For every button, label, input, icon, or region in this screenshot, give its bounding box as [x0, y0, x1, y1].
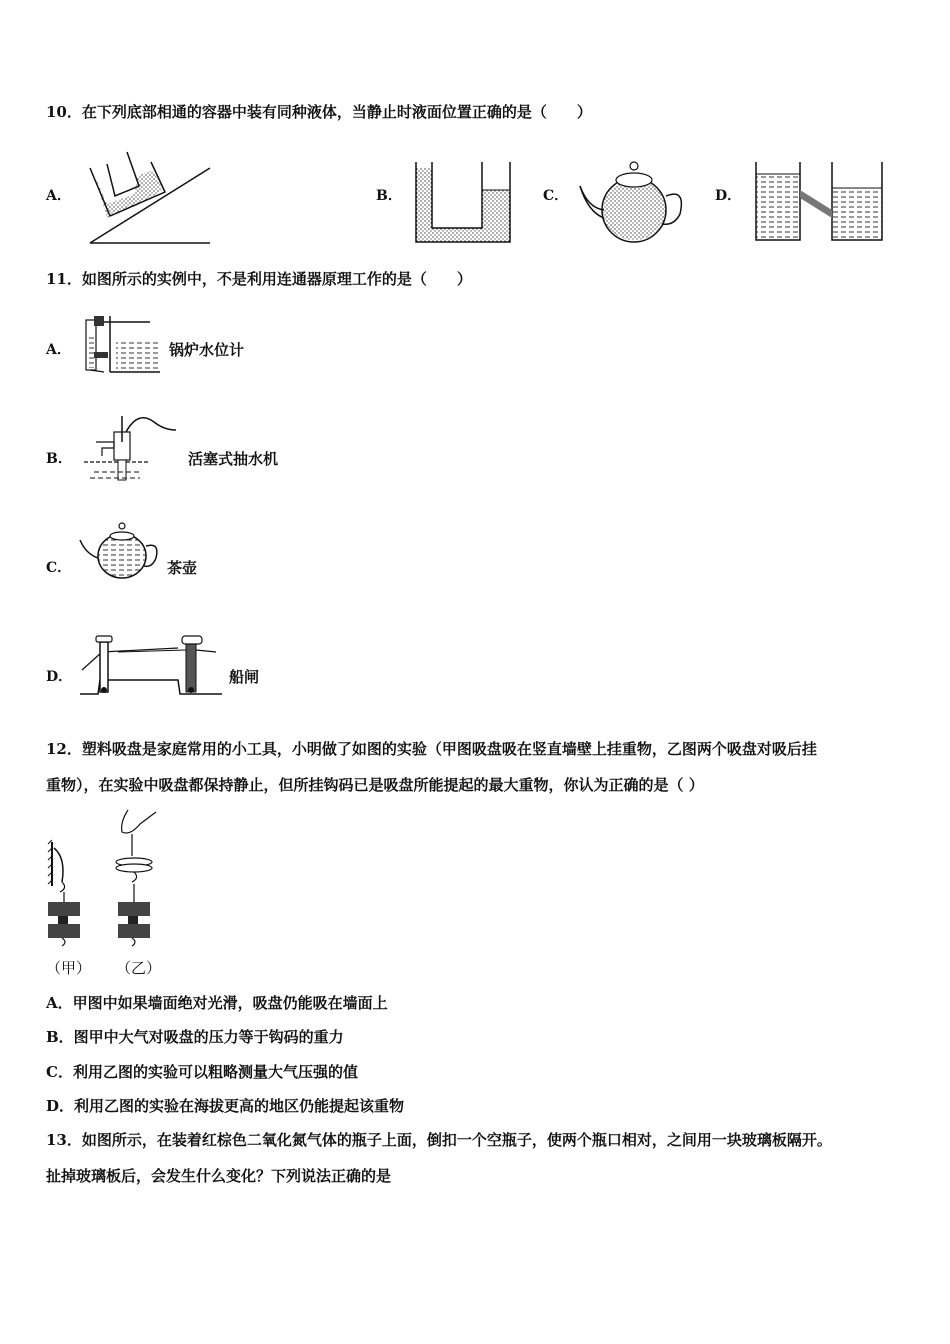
q10-figure-c-teapot — [574, 152, 694, 248]
q11-figure-c-teapot — [78, 518, 162, 584]
q10-figure-b-u-tube — [412, 160, 516, 248]
q11-caption-c: 茶壶 — [167, 559, 198, 577]
q13-stem-line2: 扯掉玻璃板后，会发生什么变化？下列说法正确的是 — [46, 1167, 392, 1185]
q12-option-b: B．图甲中大气对吸盘的压力等于钩码的重力 — [46, 1028, 344, 1046]
q12-stem-line1: 12．塑料吸盘是家庭常用的小工具，小明做了如图的实验（甲图吸盘吸在竖直墙壁上挂重物，乙图两个吸盘对吸后挂 — [46, 740, 817, 758]
q10-figure-d-two-tanks — [752, 160, 888, 244]
q11-caption-b: 活塞式抽水机 — [188, 450, 279, 468]
q10-option-a-label: A． — [46, 188, 71, 204]
q11-caption-a: 锅炉水位计 — [169, 341, 245, 359]
q11-option-d-label: D． — [46, 669, 73, 685]
q12-stem-line2: 重物），在实验中吸盘都保持静止，但所挂钩码已是吸盘所能提起的最大重物，你认为正确的是（ ） — [46, 776, 704, 794]
q12-option-a: A．甲图中如果墙面绝对光滑，吸盘仍能吸在墙面上 — [46, 994, 388, 1012]
q12-option-c: C．利用乙图的实验可以粗略测量大气压强的值 — [46, 1063, 358, 1081]
q10-option-b-label: B． — [376, 188, 402, 204]
q10-option-c-label: C． — [543, 188, 569, 204]
q11-figure-b-piston-pump — [80, 412, 180, 484]
q13-stem-line1: 13．如图所示，在装着红棕色二氧化氮气体的瓶子上面，倒扣一个空瓶子，使两个瓶口相对，之间用一块玻璃板隔开。 — [46, 1131, 832, 1149]
q12-option-d: D．利用乙图的实验在海拔更高的地区仍能提起该重物 — [46, 1097, 405, 1115]
q11-option-b-label: B． — [46, 451, 72, 467]
q10-figure-a-slanted-container — [85, 146, 215, 246]
q11-figure-d-ship-lock — [78, 630, 224, 698]
q11-figure-a-boiler-gauge — [80, 306, 164, 378]
q10-stem: 10．在下列底部相通的容器中装有同种液体，当静止时液面位置正确的是（ ） — [46, 103, 592, 121]
q11-stem: 11．如图所示的实例中，不是利用连通器原理工作的是（ ） — [46, 270, 472, 288]
q11-option-a-label: A． — [46, 342, 71, 358]
q10-option-d-label: D． — [715, 188, 742, 204]
q11-caption-d: 船闸 — [229, 668, 260, 686]
q12-figure-label-a: （甲） — [46, 959, 92, 977]
q12-figure-suction-cups — [44, 808, 164, 948]
q11-option-c-label: C． — [46, 560, 72, 576]
q12-figure-label-b: （乙） — [116, 959, 162, 977]
